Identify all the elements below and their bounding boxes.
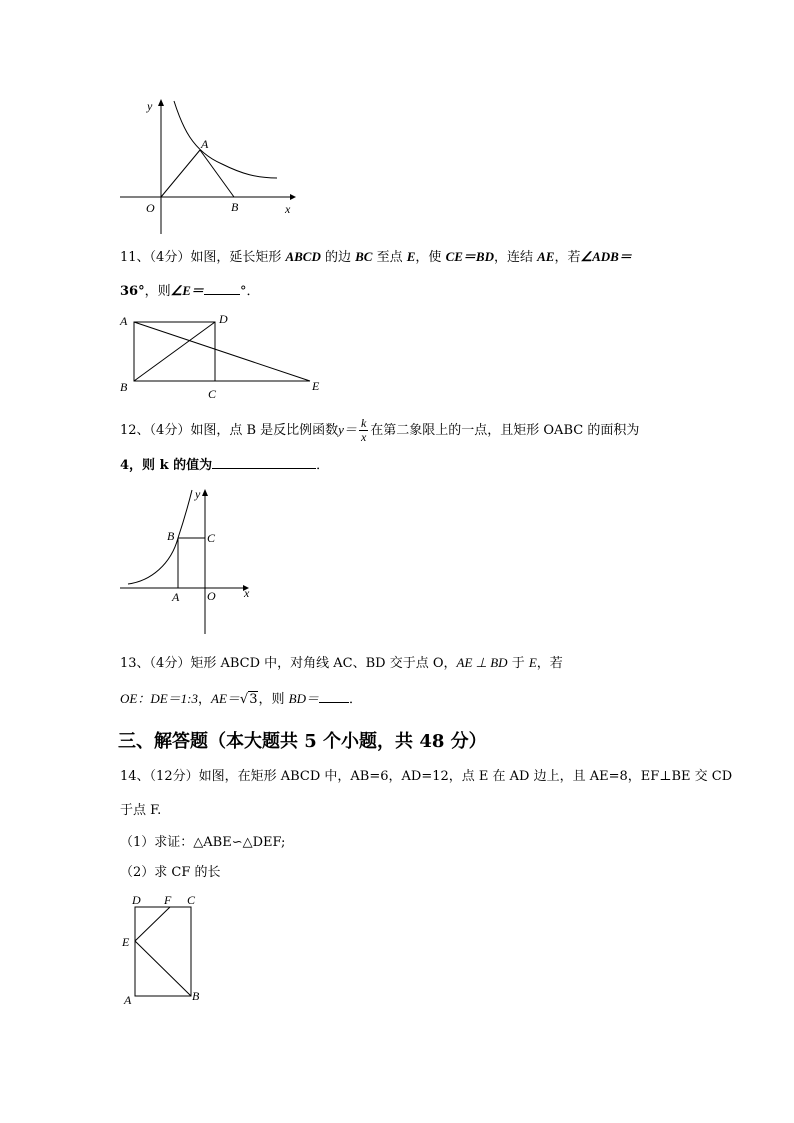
text: 如图，在矩形 ABCD 中，AB=6，AD=12，点 E 在 AD 边上，且 AE=8，EF⊥BE 交 CD [198, 769, 733, 784]
math-ABCD: ABCD [285, 249, 321, 264]
label-A: A [120, 314, 128, 328]
text: ， [198, 692, 212, 707]
segment-AB [200, 150, 234, 197]
label-D: D [132, 893, 141, 907]
label-E: E [312, 379, 320, 393]
segment-OA [161, 150, 200, 197]
math-AE-equals: AE＝ [211, 691, 240, 706]
math-angle-ADB: ∠ADB＝ [580, 249, 632, 264]
text: 的边 [320, 250, 356, 265]
label-y: y [147, 99, 153, 113]
x-axis-arrow [290, 194, 296, 200]
text: 4，则 k 的值为 [120, 458, 213, 473]
text: ，若 [554, 250, 581, 265]
label-E: E [122, 935, 130, 949]
math-E: E [406, 249, 416, 264]
math-ratio: OE：DE＝1:3 [120, 691, 198, 706]
figure-q14 [118, 892, 218, 1010]
question-14-line1 [120, 768, 732, 786]
text: ，则 [258, 692, 289, 707]
text: ，使 [415, 250, 446, 265]
figure-q10 [112, 96, 312, 236]
question-score: （4分） [149, 250, 191, 265]
text: °． [239, 284, 260, 299]
label-y: y [195, 487, 201, 501]
question-score: （4分） [149, 423, 191, 438]
question-number: 14、 [120, 769, 150, 784]
text: ． [348, 692, 362, 707]
math-BD-equals: BD＝ [288, 691, 319, 706]
text: 在第二象限上的一点，且矩形 OABC 的面积为 [370, 423, 640, 438]
text: 如图，点 B 是反比例函数 [190, 423, 339, 438]
text: ，连结 [493, 250, 538, 265]
label-A: A [172, 590, 180, 604]
text: 36° [120, 284, 145, 299]
label-B: B [192, 989, 200, 1003]
question-12-line1 [120, 416, 639, 445]
question-14-line2 [120, 802, 161, 820]
segment-EF [135, 907, 170, 941]
section-heading: 三、解答题（本大题共 5 个小题，共 48 分） [118, 731, 487, 752]
text: 于点 F. [120, 803, 162, 818]
answer-blank[interactable] [319, 690, 349, 703]
segment-AE [134, 322, 310, 381]
label-C: C [208, 387, 217, 398]
question-13-line2 [120, 690, 362, 709]
label-O: O [207, 589, 216, 603]
question-11-line1 [120, 248, 632, 267]
question-score: （12分） [149, 769, 199, 784]
math-BC: BC [355, 249, 373, 264]
question-number: 13、 [120, 656, 150, 671]
text: 如图，延长矩形 [190, 250, 286, 265]
math-AE: AE [537, 249, 555, 264]
question-number: 12、 [120, 423, 150, 438]
sqrt-sign: √ [239, 692, 249, 707]
fraction-k-over-x [359, 417, 368, 444]
question-14-part2 [120, 864, 221, 882]
rectangle-ABCD [135, 907, 191, 996]
label-C: C [187, 893, 196, 907]
fraction-numerator: k [360, 416, 367, 430]
question-score: （4分） [149, 656, 191, 671]
y-axis-arrow [202, 489, 208, 496]
text: ，则 [144, 284, 171, 299]
figure-q12 [116, 484, 262, 636]
y-axis-arrow [158, 99, 164, 106]
hyperbola-curve [174, 101, 277, 178]
math-AE-perp-BD: AE ⊥ BD [456, 655, 508, 670]
question-11-line2 [120, 282, 259, 301]
label-x: x [285, 202, 291, 216]
math-E: E [528, 655, 537, 670]
label-B: B [167, 529, 175, 543]
figure-q11 [114, 310, 328, 398]
text: ，若 [536, 656, 563, 671]
label-A: A [201, 137, 209, 151]
question-13-line1 [120, 654, 563, 673]
text: ． [316, 458, 330, 473]
text: 至点 [372, 250, 407, 265]
text: （2）求 CF 的长 [120, 865, 221, 880]
math-angle-E: ∠E＝ [170, 283, 204, 298]
label-F: F [164, 893, 172, 907]
label-x: x [244, 586, 250, 600]
text: 于 [507, 656, 529, 671]
question-number: 11、 [120, 250, 150, 265]
label-B: B [120, 380, 128, 394]
label-C: C [207, 531, 216, 545]
answer-blank[interactable] [212, 456, 316, 469]
segment-BD [134, 322, 215, 381]
math-y-equals: y＝ [338, 422, 357, 437]
question-14-part1 [120, 834, 285, 852]
fraction-denominator: x [360, 430, 367, 444]
label-A: A [124, 993, 132, 1007]
text: 矩形 ABCD 中，对角线 AC、BD 交于点 O， [190, 656, 457, 671]
answer-blank[interactable] [204, 282, 240, 295]
label-O: O [146, 201, 155, 215]
text: （1）求证：△ABE∽△DEF; [120, 835, 286, 850]
label-B: B [231, 200, 239, 214]
math-condition: CE＝BD [445, 249, 494, 264]
question-12-line2 [120, 456, 329, 475]
sqrt-radicand: 3 [249, 692, 258, 707]
label-D: D [219, 312, 228, 326]
hyperbola-curve [128, 490, 192, 584]
segment-EB [135, 941, 191, 996]
